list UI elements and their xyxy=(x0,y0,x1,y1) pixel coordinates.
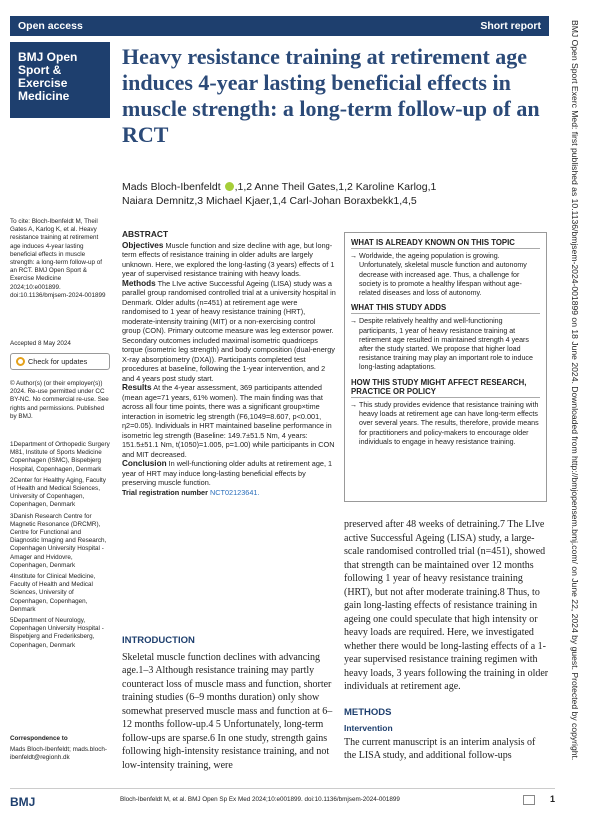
affiliation-2: 2Center for Healthy Aging, Faculty of Health and Medical Sciences, University of Copenhagen, Copenhagen, Denmark xyxy=(10,476,106,509)
right-paragraph-1: preserved after 48 weeks of detraining.7 The LIve active Successful Ageing (LISA) study, a large-scale randomised controlled trial (n=451), showed that strength can be maintained over 12 months following 1 year of heavy resistance training (HRT), but not after moderate training.8 Thus, to gain long-lasting effects of resistance training in ageing one could speculate that high intensity or heavy loads are required. Here, we investigated whether there would be long-lasting effects of a 1-year supervised resistance training regimen with heavy loads, 3 years following the training in older individuals at retirement age. xyxy=(344,519,549,692)
logo-line-3: Exercise xyxy=(18,76,68,90)
article-title: Heavy resistance training at retirement age induces 4-year lasting beneficial effects in muscle strength: a long-term follow-up of an RCT xyxy=(122,44,540,147)
open-access-label: Open access xyxy=(18,20,83,32)
accepted-date: Accepted 8 May 2024 xyxy=(10,340,71,347)
right-paragraph-2: The current manuscript is an interim analysis of the LISA study, and additional follow-ups xyxy=(344,736,536,761)
affiliation-5: 5Department of Neurology, Copenhagen University Hospital - Bispebjerg and Frederiksberg, Copenhagen, Denmark xyxy=(10,617,104,649)
objectives-text: Muscle function and size decline with age, but long-term effects of resistance training in older adults are largely unknown. Here, we explored the long-lasting (3 years) effects of 1 year of supervised resistance training with heavy loads. xyxy=(122,240,335,278)
left-paragraph-1: Skeletal muscle function declines with advancing age.1–3 Although resistance training may partly counteract loss of muscle mass and function, shorter training studies (6–9 months duration) only show somewhat preserved muscle mass and function at 6–12 months follow-up.4 5 Unfortunately, long-term follow-ups are sparse.6 In one study, strength gains following high-intensity resistance training, and not low-intensity training, were xyxy=(122,651,333,771)
affiliation-4: 4Institute for Clinical Medicine, Faculty of Health and Medical Sciences, University of Copenhagen, Copenhagen, Denmark xyxy=(10,573,96,613)
to-cite-text: To cite: Bloch-Ibenfeldt M, Theil Gates A, Karlog K, et al. Heavy resistance training at retirement age induces 4-year lasting beneficial effects in muscle strength: a long-term follow-up of an RCT. BMJ Open Sport & Exercise Medicine 2024;10:e001899. doi:10.1136/bmjsem-2024-001899 xyxy=(10,218,106,299)
abstract xyxy=(122,230,336,497)
logo-line-1: BMJ Open xyxy=(18,50,78,64)
top-banner xyxy=(10,16,549,36)
journal-logo xyxy=(10,42,110,118)
orcid-icon[interactable] xyxy=(225,182,234,191)
author-first: Mads Bloch-Ibenfeldt xyxy=(122,181,221,193)
copyright-block xyxy=(10,380,110,424)
trial-registration-link[interactable]: NCT02123641. xyxy=(210,487,260,497)
known-heading: WHAT IS ALREADY KNOWN ON THIS TOPIC xyxy=(351,238,540,249)
conclusion-text: In well-functioning older adults at retirement age, 1 year of HRT may induce long-lasting beneficial effects by preserving muscle function. xyxy=(122,459,333,487)
methods-text: The LIve active Successful Ageing (LISA) study was a parallel group randomised controlled trial at a university hospital in Denmark. Older adults (n=451) at retirement age were randomised to 1 year of heavy resistance training (HRT), moderate-intensity training (MIT) or a non-exercising control group (CON). Primary outcome measure was leg extensor power. Secondary outcomes included maximal isometric quadriceps torque (isometric leg strength) and body composition (dual-energy X-ray absorptiometry (DXA)). Participants completed test procedures at baseline, following the 1-year intervention, and 2 and 4 years post study start. xyxy=(122,278,336,383)
methods-heading: METHODS xyxy=(344,706,392,718)
authors-line-2: Naiara Demnitz,3 Michael Kjaer,1,4 Carl-Johan Boraxbekk1,4,5 xyxy=(122,195,417,207)
affect-heading: HOW THIS STUDY MIGHT AFFECT RESEARCH, PRACTICE OR POLICY xyxy=(351,378,540,398)
correspondence xyxy=(10,735,110,766)
trial-registration-label: Trial registration number xyxy=(122,487,208,497)
logo-line-4: Medicine xyxy=(18,89,70,103)
logo-line-2: Sport & xyxy=(18,63,62,77)
introduction-heading: INTRODUCTION xyxy=(122,635,195,646)
page-number: 1 xyxy=(549,794,555,804)
vertical-download-note xyxy=(566,20,582,800)
adds-text: → Despite relatively healthy and well-functioning participants, 1 year of heavy resistance training at retirement age resulted in maintained strength 4 years after the study started. We propose that higher load resistance training may play an important role to induce long-lasting adaptations. xyxy=(351,317,540,372)
vertical-note-text: BMJ Open Sport Exerc Med: first published as 10.1136/bmjsem-2024-001899 on 18 June 2024. Downloaded from http://bmjopensem.bmj.com/ on June 22, 2024 by guest. Protected by copyright. xyxy=(570,20,580,761)
affiliation-3: 3Danish Research Centre for Magnetic Resonance (DRCMR), Centre for Functional and Diagnostic Imaging and Research, Copenhagen University Hospital - Amager and Hvidovre, Copenhagen, Denmark xyxy=(10,512,107,569)
authors-line-1: ,1,2 Anne Theil Gates,1,2 Karoline Karlog,1 xyxy=(234,181,437,193)
objectives-label: Objectives xyxy=(122,240,164,250)
methods-label: Methods xyxy=(122,278,156,288)
page-footer xyxy=(10,788,555,812)
right-column xyxy=(344,518,550,763)
correspondence-text[interactable]: Mads Bloch-Ibenfeldt; mads.bloch-ibenfeldt@regionh.dk xyxy=(10,746,107,762)
author-list xyxy=(122,180,552,208)
adds-heading: WHAT THIS STUDY ADDS xyxy=(351,303,540,314)
copyright-text: © Author(s) (or their employer(s)) 2024. Re-use permitted under CC BY-NC. No commercial re-use. See rights and permissions. Published by BMJ. xyxy=(10,380,109,420)
left-column xyxy=(122,634,336,772)
conclusion-label: Conclusion xyxy=(122,459,167,468)
correspondence-label: Correspondence to xyxy=(10,735,68,742)
results-label: Results xyxy=(122,383,152,392)
sports-logo-icon xyxy=(523,795,535,805)
article-type-label: Short report xyxy=(480,20,541,32)
intervention-heading: Intervention xyxy=(344,723,393,733)
crossmark-icon xyxy=(16,357,25,366)
affiliation-1: 1Department of Orthopedic Surgery M81, Institute of Sports Medicine Copenhagen (ISMC), Bispebjerg Hospital, Copenhagen, Denmark xyxy=(10,441,110,473)
affiliations xyxy=(10,441,110,653)
citation-sidebar xyxy=(10,218,110,303)
bmj-logo: BMJ xyxy=(10,795,36,809)
key-messages-box xyxy=(344,232,547,502)
abstract-heading: ABSTRACT xyxy=(122,229,169,239)
footer-citation: Bloch-Ibenfeldt M, et al. BMJ Open Sp Ex Med 2024;10:e001899. doi:10.1136/bmjsem-2024-001899 xyxy=(120,796,400,803)
affect-text: → This study provides evidence that resistance training with heavy loads at retirement age can have long-term effects over several years. The results, therefore, provide means for practitioners and policy-makers to encourage older individuals to engage in heavy resistance training. xyxy=(351,401,540,447)
check-updates-label: Check for updates xyxy=(28,357,88,366)
known-text: → Worldwide, the ageing population is growing. Unfortunately, skeletal muscle function and autonomy decrease with increased age. Thus, a challenge for society is to promote a healthy lifespan without age-related diseases and loss of autonomy. xyxy=(351,252,540,298)
results-text: At the 4-year assessment, 369 participants attended (mean age=71 years, 61% women). The main finding was that across all four time points, there was a significant group×time interaction in isometric leg strength (F6,1049=8.607, p<0.001, η2=0.05). Individuals in HRT maintained baseline performance in isometric leg strength (Baseline: 149.7±51.5 Nm, 4 years: 151.5±51.1 Nm, t(1050)=1.005, p=1.00) while participants in CON and MIT decreased. xyxy=(122,383,335,459)
check-for-updates-button[interactable] xyxy=(10,353,110,370)
